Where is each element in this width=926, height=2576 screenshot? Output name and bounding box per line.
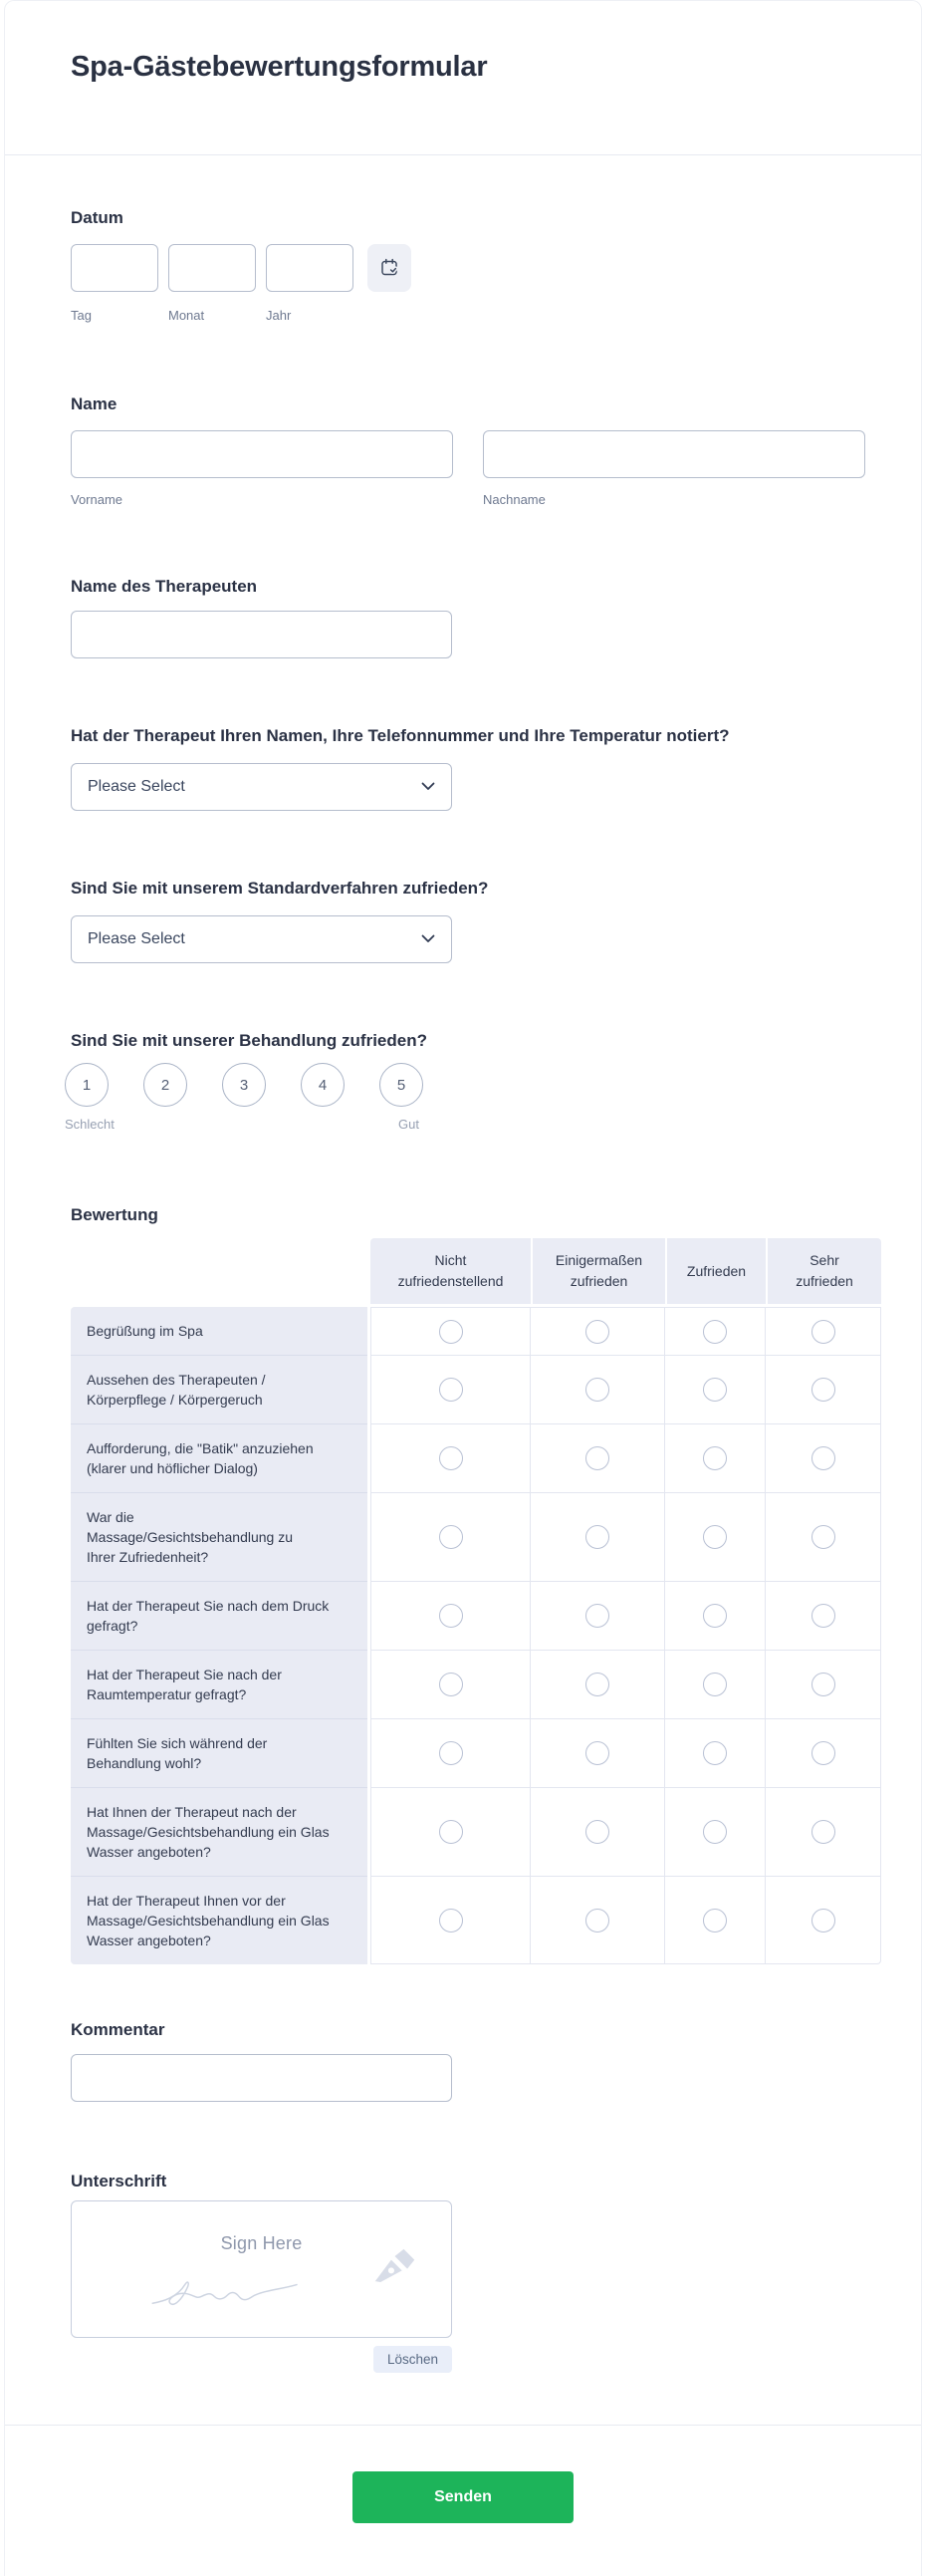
matrix-radio-r8-c4[interactable] [811,1820,835,1844]
matrix-radio-r1-c3[interactable] [703,1320,727,1344]
matrix-cell [370,1307,531,1356]
pen-nib-icon [373,2245,425,2290]
scale-max-label: Gut [398,1117,419,1132]
matrix-cell [531,1424,665,1493]
signature-pad[interactable] [71,2200,452,2338]
matrix-cell [370,1788,531,1877]
matrix-radio-r3-c4[interactable] [811,1446,835,1470]
signature-question [71,2172,871,2373]
standard-label: Sind Sie mit unserem Standardverfahren zufrieden? [71,879,489,898]
scale-option-3[interactable]: 3 [222,1063,266,1107]
matrix-cell [370,1877,531,1964]
matrix-cell [766,1719,881,1788]
scale-min-label: Schlecht [65,1117,115,1132]
last-name-sublabel: Nachname [483,492,546,507]
matrix-corner-cell [71,1238,370,1307]
matrix-radio-r1-c2[interactable] [585,1320,609,1344]
matrix-radio-r5-c3[interactable] [703,1604,727,1628]
matrix-cell [766,1651,881,1719]
matrix-radio-r1-c1[interactable] [439,1320,463,1344]
sign-here-placeholder: Sign Here [220,2233,303,2253]
submit-button[interactable]: Senden [352,2471,574,2523]
date-label: Datum [71,208,123,227]
matrix-cell [665,1651,766,1719]
matrix-cell [370,1356,531,1424]
first-name-input[interactable] [71,430,453,478]
calendar-check-icon [379,257,399,280]
matrix-cell [531,1877,665,1964]
matrix-radio-r9-c4[interactable] [811,1909,835,1932]
matrix-radio-r7-c3[interactable] [703,1741,727,1765]
year-input[interactable] [266,244,353,292]
scale-option-2[interactable]: 2 [143,1063,187,1107]
noted-select-value: Please Select [88,778,185,795]
matrix-column-header: Einigermaßen zufrieden [531,1238,665,1304]
matrix-radio-r8-c3[interactable] [703,1820,727,1844]
matrix-radio-r7-c4[interactable] [811,1741,835,1765]
matrix-radio-r4-c2[interactable] [585,1525,609,1549]
date-picker-button[interactable] [367,244,411,292]
comment-label: Kommentar [71,2020,165,2039]
matrix-radio-r5-c1[interactable] [439,1604,463,1628]
matrix-cell [531,1788,665,1877]
year-field-group [266,244,353,323]
rating-matrix-question [71,1205,871,1964]
matrix-cell [665,1877,766,1964]
matrix-cell [665,1307,766,1356]
matrix-radio-r9-c1[interactable] [439,1909,463,1932]
standard-question [71,879,871,963]
date-fields [71,244,871,323]
matrix-row-label: Hat der Therapeut Sie nach dem Druck gefragt? [71,1582,367,1651]
comment-question [71,2020,871,2102]
rating-matrix [71,1238,881,1964]
year-sublabel: Jahr [266,308,292,323]
matrix-row-label: Aussehen des Therapeuten / Körperpflege / Körpergeruch [71,1356,367,1424]
page-title: Spa-Gästebewertungsformular [71,51,488,83]
last-name-group [483,430,865,507]
noted-select[interactable] [71,763,452,811]
noted-question [71,726,871,811]
date-question [71,208,871,323]
comment-input[interactable] [71,2054,452,2102]
day-sublabel: Tag [71,308,92,323]
matrix-radio-r9-c3[interactable] [703,1909,727,1932]
matrix-cell [531,1719,665,1788]
matrix-radio-r9-c2[interactable] [585,1909,609,1932]
signature-label: Unterschrift [71,2172,167,2190]
matrix-radio-r2-c4[interactable] [811,1378,835,1402]
matrix-radio-r8-c2[interactable] [585,1820,609,1844]
form-header [5,1,921,87]
matrix-row-label: Fühlten Sie sich während der Behandlung wohl? [71,1719,367,1788]
matrix-row-label: Hat der Therapeut Ihnen vor der Massage/Gesichtsbehandlung ein Glas Wasser angeboten? [71,1877,367,1964]
day-field-group [71,244,158,323]
matrix-radio-r2-c3[interactable] [703,1378,727,1402]
matrix-cell [531,1307,665,1356]
noted-label: Hat der Therapeut Ihren Namen, Ihre Telefonnummer und Ihre Temperatur notiert? [71,726,730,745]
day-input[interactable] [71,244,158,292]
treatment-scale-label: Sind Sie mit unserer Behandlung zufrieden? [71,1031,427,1050]
month-field-group [168,244,256,323]
name-question [71,394,871,507]
matrix-cell [766,1493,881,1582]
matrix-column-header: Sehr zufrieden [766,1238,881,1304]
chevron-down-icon [421,778,435,796]
matrix-radio-r3-c3[interactable] [703,1446,727,1470]
matrix-cell [766,1788,881,1877]
matrix-radio-r4-c3[interactable] [703,1525,727,1549]
matrix-cell [370,1719,531,1788]
matrix-radio-r7-c1[interactable] [439,1741,463,1765]
therapist-input[interactable] [71,611,452,658]
scale-extreme-labels [65,1117,419,1132]
matrix-radio-r8-c1[interactable] [439,1820,463,1844]
matrix-radio-r6-c1[interactable] [439,1673,463,1696]
matrix-cell [665,1719,766,1788]
chevron-down-icon [421,930,435,948]
last-name-input[interactable] [483,430,865,478]
header-divider [5,154,921,155]
therapist-label: Name des Therapeuten [71,577,258,596]
matrix-row-label: Hat Ihnen der Therapeut nach der Massage/Gesichtsbehandlung ein Glas Wasser angeboten? [71,1788,367,1877]
matrix-radio-r6-c4[interactable] [811,1673,835,1696]
matrix-cell [370,1582,531,1651]
matrix-cell [766,1582,881,1651]
matrix-cell [531,1582,665,1651]
matrix-label: Bewertung [71,1205,158,1224]
signature-actions [71,2346,452,2373]
scale-option-5[interactable]: 5 [379,1063,423,1107]
matrix-cell [370,1493,531,1582]
scale-options [65,1063,871,1107]
first-name-sublabel: Vorname [71,492,123,507]
matrix-radio-r4-c4[interactable] [811,1525,835,1549]
standard-select-value: Please Select [88,930,185,947]
month-input[interactable] [168,244,256,292]
matrix-cell [766,1307,881,1356]
form-body [5,208,921,2373]
matrix-radio-r2-c2[interactable] [585,1378,609,1402]
matrix-cell [665,1356,766,1424]
matrix-column-header: Zufrieden [665,1238,766,1304]
form-card [4,0,922,2576]
matrix-row-label: Begrüßung im Spa [71,1307,367,1356]
matrix-cell [370,1651,531,1719]
matrix-cell [766,1356,881,1424]
matrix-row-label: Hat der Therapeut Sie nach der Raumtemperatur gefragt? [71,1651,367,1719]
matrix-radio-r3-c2[interactable] [585,1446,609,1470]
matrix-cell [665,1582,766,1651]
matrix-cell [531,1493,665,1582]
matrix-radio-r2-c1[interactable] [439,1378,463,1402]
matrix-cell [766,1877,881,1964]
signature-squiggle-icon [88,2254,376,2323]
therapist-question [71,577,871,658]
name-label: Name [71,394,117,413]
matrix-cell [766,1424,881,1493]
month-sublabel: Monat [168,308,205,323]
name-fields [71,430,871,507]
scale-option-1[interactable]: 1 [65,1063,109,1107]
signature-clear-button[interactable]: Löschen [373,2346,452,2373]
matrix-radio-r1-c4[interactable] [811,1320,835,1344]
first-name-group [71,430,453,507]
scale-option-4[interactable]: 4 [301,1063,345,1107]
matrix-cell [665,1788,766,1877]
matrix-cell [531,1651,665,1719]
footer-divider [5,2425,921,2426]
matrix-radio-r3-c1[interactable] [439,1446,463,1470]
matrix-cell [665,1424,766,1493]
form-footer [5,2471,921,2576]
matrix-row-label: Aufforderung, die "Batik" anzuziehen (klarer und höflicher Dialog) [71,1424,367,1493]
treatment-scale-question [65,1031,871,1132]
standard-select[interactable] [71,915,452,963]
matrix-radio-r5-c2[interactable] [585,1604,609,1628]
matrix-cell [370,1424,531,1493]
matrix-cell [665,1493,766,1582]
matrix-radio-r6-c2[interactable] [585,1673,609,1696]
matrix-radio-r6-c3[interactable] [703,1673,727,1696]
matrix-radio-r7-c2[interactable] [585,1741,609,1765]
matrix-cell [531,1356,665,1424]
matrix-radio-r4-c1[interactable] [439,1525,463,1549]
matrix-column-header: Nicht zufriedenstellend [370,1238,531,1304]
matrix-row-label: War die Massage/Gesichtsbehandlung zu Ihrer Zufriedenheit? [71,1493,367,1582]
matrix-radio-r5-c4[interactable] [811,1604,835,1628]
